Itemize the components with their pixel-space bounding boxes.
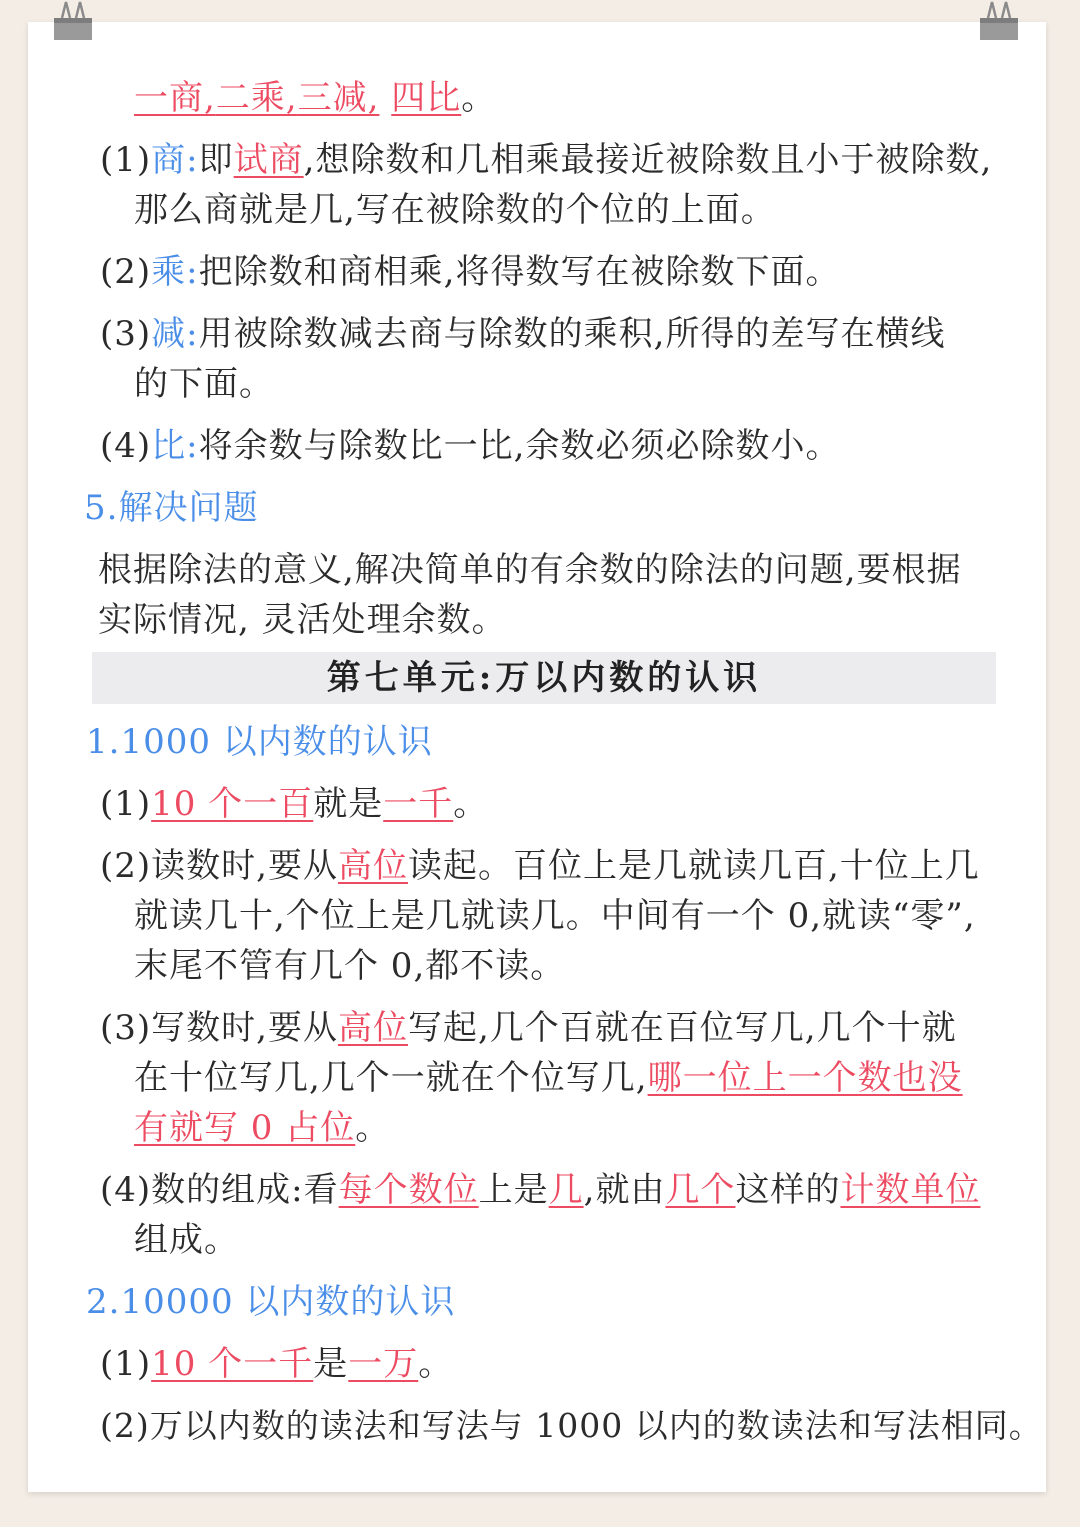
- list-item-continuation: 就读几十,个位上是几就读几。中间有一个 0,就读“零”,: [134, 896, 976, 936]
- list-item-continuation: 有就写 0 占位。: [134, 1108, 391, 1148]
- division-steps-summary: 一商,二乘,三减, 四比。: [134, 78, 497, 118]
- binder-clip-icon: [978, 0, 1020, 42]
- section-heading: 5.解决问题: [84, 488, 259, 528]
- list-item: (3)减:用被除数减去商与除数的乘积,所得的差写在横线: [100, 314, 946, 354]
- item-key: 商:: [151, 140, 199, 180]
- step-cheng: 二乘,: [215, 78, 298, 118]
- paragraph: 实际情况, 灵活处理余数。: [98, 600, 507, 640]
- item-key: 减:: [151, 314, 199, 354]
- section-heading: 1.1000 以内数的认识: [86, 722, 433, 762]
- list-item: (2)读数时,要从高位读起。百位上是几就读几百,十位上几: [100, 846, 980, 886]
- list-item: (1)商:即试商,想除数和几相乘最接近被除数且小于被除数,: [100, 140, 993, 180]
- list-item: (4)比:将余数与除数比一比,余数必须必除数小。: [100, 426, 841, 466]
- binder-clip-icon: [52, 0, 94, 42]
- list-item-continuation: 在十位写几,几个一就在个位写几,哪一位上一个数也没: [134, 1058, 963, 1098]
- list-item: (2)乘:把除数和商相乘,将得数写在被除数下面。: [100, 252, 841, 292]
- list-item: (1)10 个一百就是一千。: [100, 784, 489, 824]
- paragraph: 根据除法的意义,解决简单的有余数的除法的问题,要根据: [98, 550, 962, 590]
- list-item-continuation: 那么商就是几,写在被除数的个位的上面。: [134, 190, 776, 230]
- step-bi: 四比: [391, 78, 462, 118]
- list-item-continuation: 末尾不管有几个 0,都不读。: [134, 946, 566, 986]
- list-item-continuation: 的下面。: [134, 364, 274, 404]
- list-item: (4)数的组成:看每个数位上是几,就由几个这样的计数单位: [100, 1170, 981, 1210]
- chapter-title-bar: [92, 652, 996, 704]
- list-item: (1)10 个一千是一万。: [100, 1344, 454, 1384]
- item-key: 比:: [151, 426, 199, 466]
- list-item-continuation: 组成。: [134, 1220, 239, 1260]
- section-heading: 2.10000 以内数的认识: [86, 1282, 456, 1322]
- step-jian: 三减,: [297, 78, 380, 118]
- chapter-title: 第七单元:万以内数的认识: [326, 658, 762, 698]
- step-shang: 一商,: [134, 78, 216, 118]
- list-item: (2)万以内数的读法和写法与 1000 以内的数读法和写法相同。: [100, 1406, 1043, 1445]
- list-item: (3)写数时,要从高位写起,几个百就在百位写几,几个十就: [100, 1008, 957, 1048]
- item-key: 乘:: [151, 252, 199, 292]
